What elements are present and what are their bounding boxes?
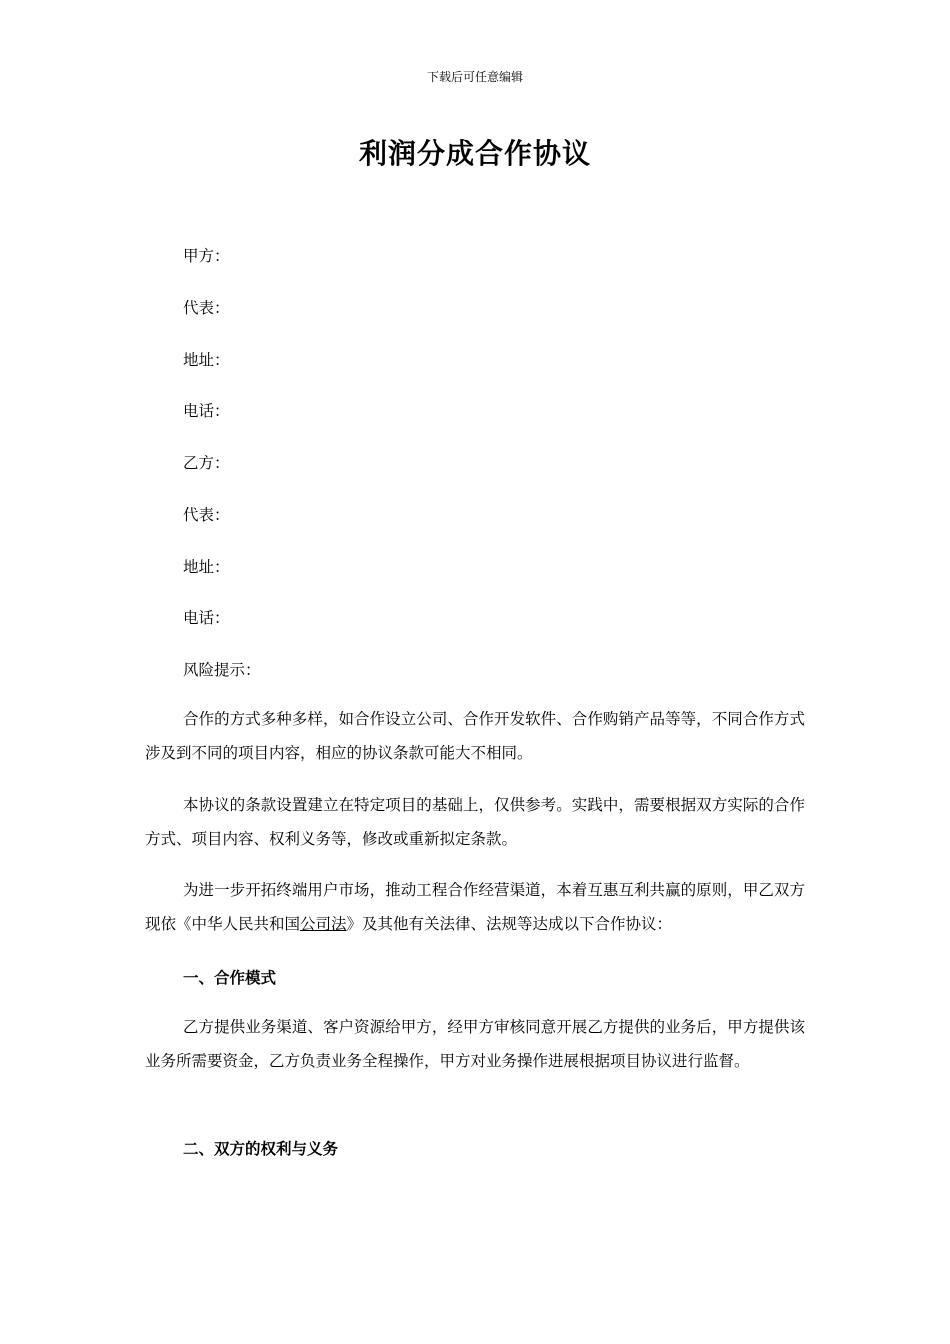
- section-heading: 二、双方的权利与义务: [183, 1140, 339, 1158]
- risk-notice-label: 风险提示：: [183, 661, 261, 679]
- intro-text: 》及其他有关法律、法规等达成以下合作协议：: [346, 915, 673, 933]
- party-a-field: 甲方：: [183, 247, 230, 265]
- download-note: 下载后可任意编辑: [426, 70, 523, 84]
- document-title: 利润分成合作协议: [358, 137, 591, 170]
- party-b-field: 乙方：: [183, 454, 230, 472]
- company-law-link[interactable]: 公司法: [300, 915, 347, 933]
- party-b-representative-field: 代表：: [183, 506, 230, 524]
- intro-paragraph: [145, 873, 805, 941]
- intro-text: 为进一步开拓终端用户市场，推动工程合作经营渠道，本着互惠互利共赢的原则，甲乙双方现依《中华人民共和国: [145, 881, 805, 933]
- party-a-address-field: 地址：: [183, 351, 230, 369]
- party-a-phone-field: 电话：: [183, 402, 230, 420]
- risk-paragraph: 合作的方式多种多样，如合作设立公司、合作开发软件、合作购销产品等等，不同合作方式涉及到不同的项目内容，相应的协议条款可能大不相同。: [145, 710, 805, 762]
- party-b-phone-field: 电话：: [183, 609, 230, 627]
- party-a-representative-field: 代表：: [183, 299, 230, 317]
- risk-paragraph: 本协议的条款设置建立在特定项目的基础上，仅供参考。实践中，需要根据双方实际的合作方式、项目内容、权利义务等，修改或重新拟定条款。: [145, 796, 805, 848]
- party-b-address-field: 地址：: [183, 558, 230, 576]
- section-heading: 一、合作模式: [183, 969, 277, 987]
- section-body: 乙方提供业务渠道、客户资源给甲方，经甲方审核同意开展乙方提供的业务后，甲方提供该业务所需要资金，乙方负责业务全程操作，甲方对业务操作进展根据项目协议进行监督。: [145, 1018, 805, 1070]
